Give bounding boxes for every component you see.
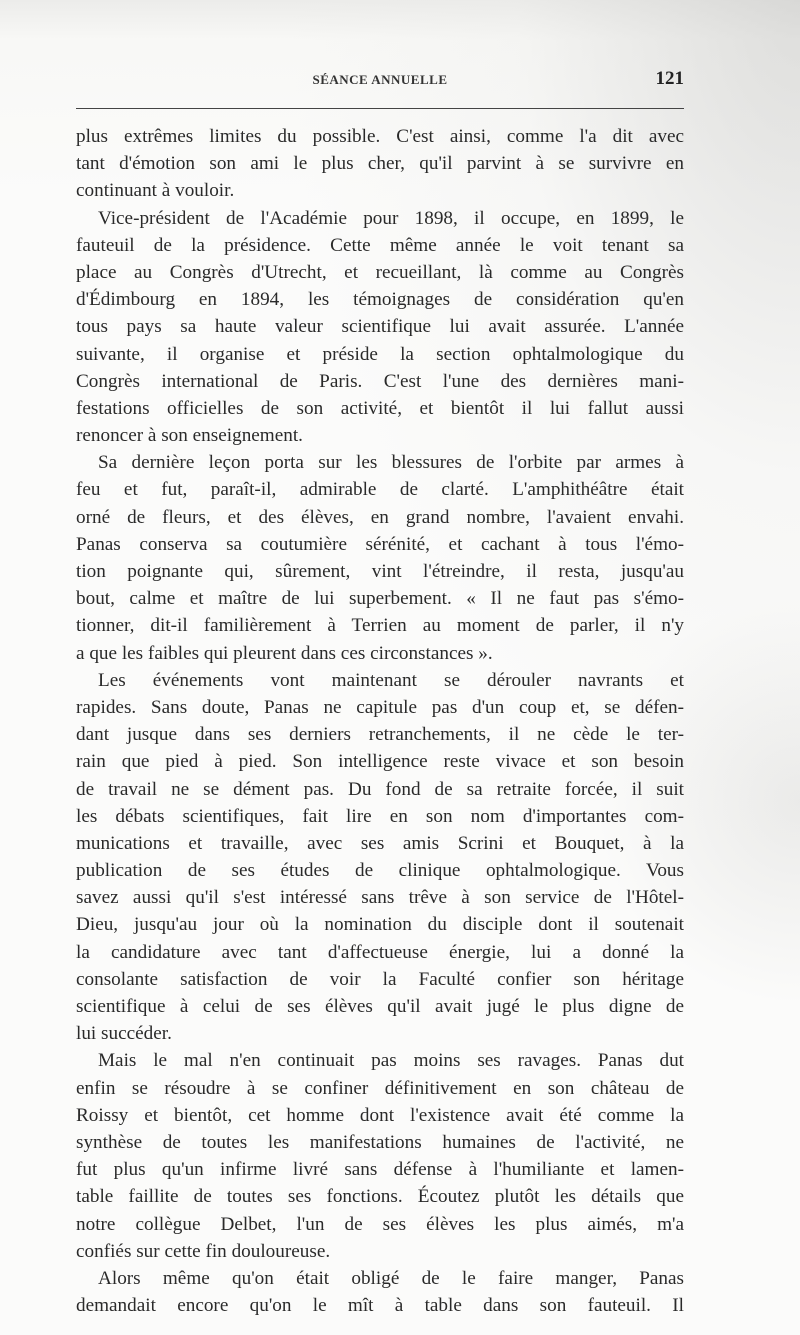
text-line: les débats scientifiques, fait lire en son nom d'importantes com- bbox=[76, 805, 684, 827]
text-line: Mais le mal n'en continuait pas moins ses ravages. Panas dut bbox=[98, 1050, 684, 1072]
paragraph bbox=[76, 449, 684, 667]
text-line: savez aussi qu'il s'est intéressé sans trêve à son service de l'Hôtel- bbox=[76, 887, 684, 909]
text-line: place au Congrès d'Utrecht, et recueillant, là comme au Congrès bbox=[76, 261, 684, 283]
text-line: Dieu, jusqu'au jour où la nomination du disciple dont il soutenait bbox=[76, 914, 684, 936]
text-line: bout, calme et maître de lui superbement. « Il ne faut pas s'émo- bbox=[76, 588, 684, 610]
text-line: suivante, il organise et préside la section ophtalmologique du bbox=[76, 343, 684, 365]
running-head bbox=[76, 62, 684, 90]
text-line: confiés sur cette fin douloureuse. bbox=[76, 1240, 331, 1262]
text-line: plus extrêmes limites du possible. C'est ainsi, comme l'a dit avec bbox=[76, 126, 684, 147]
text-line: la candidature avec tant d'affectueuse énergie, lui a donné la bbox=[76, 941, 684, 963]
text-line: Roissy et bientôt, cet homme dont l'existence avait été comme la bbox=[76, 1104, 684, 1126]
paragraph bbox=[76, 1265, 684, 1319]
text-line: publication de ses études de clinique ophtalmologique. Vous bbox=[76, 860, 684, 882]
text-line: notre collègue Delbet, l'un de ses élèves les plus aimés, m'a bbox=[76, 1213, 684, 1235]
text-line: d'Édimbourg en 1894, les témoignages de considération qu'en bbox=[76, 289, 684, 311]
text-line: Congrès international de Paris. C'est l'une des dernières mani- bbox=[76, 370, 684, 392]
text-line: tant d'émotion son ami le plus cher, qu'il parvint à se survivre en bbox=[76, 153, 684, 175]
text-line: feu et fut, paraît-il, admirable de clarté. L'amphithéâtre était bbox=[76, 479, 684, 501]
text-line: enfin se résoudre à se confiner définitivement en son château de bbox=[76, 1077, 684, 1099]
text-line: renoncer à son enseignement. bbox=[76, 425, 303, 447]
text-line: synthèse de toutes les manifestations humaines de l'activité, ne bbox=[76, 1131, 684, 1153]
text-line: de travail ne se dément pas. Du fond de sa retraite forcée, il suit bbox=[76, 778, 684, 800]
text-line: table faillite de toutes ses fonctions. Écoutez plutôt les détails que bbox=[76, 1186, 684, 1208]
paragraph bbox=[76, 205, 684, 450]
text-line: lui succéder. bbox=[76, 1023, 172, 1045]
text-line: rapides. Sans doute, Panas ne capitule pas d'un coup et, se défen- bbox=[76, 696, 684, 718]
text-line: rain que pied à pied. Son intelligence reste vivace et son besoin bbox=[76, 751, 684, 773]
paragraph bbox=[76, 667, 684, 1048]
text-line: Panas conserva sa coutumière sérénité, et cachant à tous l'émo- bbox=[76, 533, 684, 555]
text-line: Alors même qu'on était obligé de le faire manger, Panas bbox=[98, 1267, 684, 1289]
text-line: festations officielles de son activité, et bientôt il lui fallut aussi bbox=[76, 397, 684, 419]
paragraph bbox=[76, 123, 684, 205]
book-page bbox=[76, 62, 684, 1319]
running-title: SÉANCE ANNUELLE bbox=[312, 72, 448, 87]
text-line: Les événements vont maintenant se dérouler navrants et bbox=[98, 669, 684, 691]
text-line: Sa dernière leçon porta sur les blessures de l'orbite par armes à bbox=[98, 452, 684, 474]
text-line: fauteuil de la présidence. Cette même année le voit tenant sa bbox=[76, 234, 684, 256]
text-line: demandait encore qu'on le mît à table dans son fauteuil. Il bbox=[76, 1295, 684, 1317]
text-line: dant jusque dans ses derniers retranchements, il ne cède le ter- bbox=[76, 724, 684, 746]
text-line: scientifique à celui de ses élèves qu'il avait jugé le plus digne de bbox=[76, 996, 684, 1017]
paragraph bbox=[76, 1047, 684, 1265]
text-line: a que les faibles qui pleurent dans ces circonstances ». bbox=[76, 642, 493, 664]
text-line: continuant à vouloir. bbox=[76, 180, 235, 202]
text-line: orné de fleurs, et des élèves, en grand nombre, l'avaient envahi. bbox=[76, 506, 684, 528]
text-line: tous pays sa haute valeur scientifique lui avait assurée. L'année bbox=[76, 316, 684, 338]
text-line: tionner, dit-il familièrement à Terrien au moment de parler, il n'y bbox=[76, 615, 684, 637]
text-line: munications et travaille, avec ses amis Scrini et Bouquet, à la bbox=[76, 832, 684, 854]
text-line: Vice-président de l'Académie pour 1898, il occupe, en 1899, le bbox=[98, 207, 684, 229]
header-rule bbox=[76, 108, 684, 109]
text-line: consolante satisfaction de voir la Faculté confier son héritage bbox=[76, 968, 684, 990]
text-line: fut plus qu'un infirme livré sans défense à l'humiliante et lamen- bbox=[76, 1159, 684, 1181]
body-text bbox=[76, 123, 684, 1319]
text-line: tion poignante qui, sûrement, vint l'étreindre, il resta, jusqu'au bbox=[76, 561, 684, 582]
page-number: 121 bbox=[655, 68, 684, 89]
